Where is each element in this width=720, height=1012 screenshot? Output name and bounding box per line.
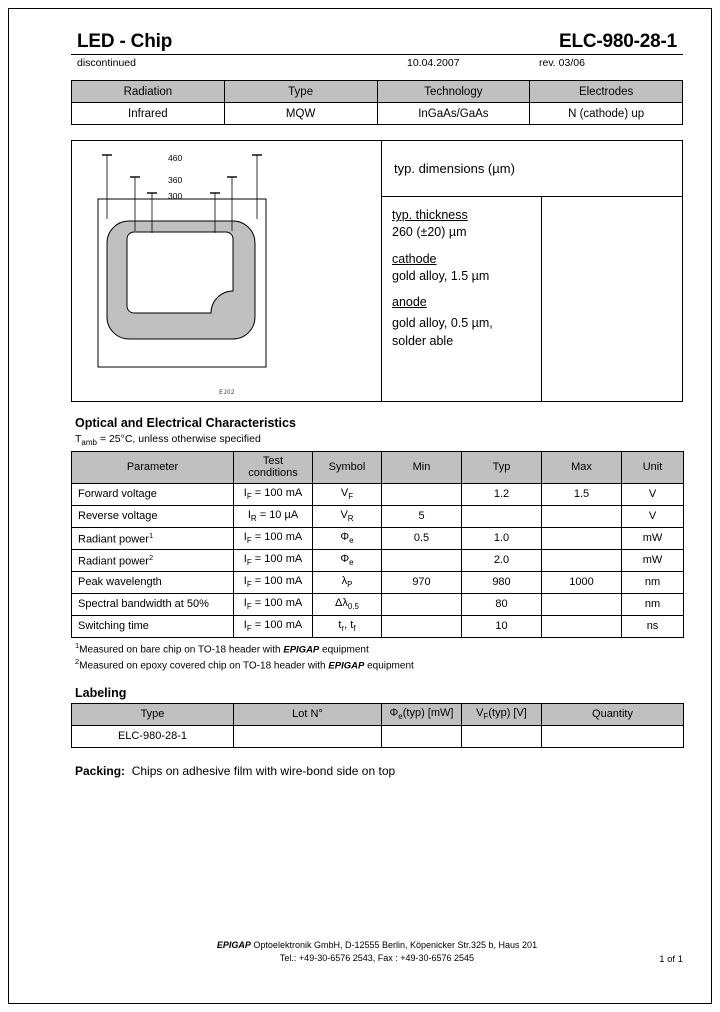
phi-symbol: Φ	[389, 707, 399, 720]
dimensions-info-panel	[382, 141, 682, 401]
parameter-footnote-ref: 1	[148, 530, 154, 540]
cond-subscript: F	[246, 602, 252, 612]
cond-subscript: F	[246, 580, 252, 590]
footnote: $^2$Measured on epoxy covered chip on TO-18 header with EPIGAP equipment	[75, 657, 414, 672]
cathode-label: cathode	[392, 251, 437, 266]
cell-parameter: Spectral bandwidth at 50%	[72, 593, 234, 615]
cell-typ: 80	[462, 593, 542, 615]
note-rest: = 25°C, unless otherwise specified	[96, 433, 261, 445]
cell-min	[382, 483, 462, 505]
col-test-conditions	[234, 452, 313, 484]
cell-unit: V	[622, 505, 684, 527]
cell-symbol: $\Phi_e$	[313, 527, 382, 549]
document-date: 10.04.2007	[407, 57, 460, 69]
table-header-row	[72, 452, 684, 484]
cathode-value: gold alloy, 1.5 µm	[392, 268, 490, 283]
spacer	[392, 285, 541, 294]
dimension-label-460: 460	[168, 153, 183, 163]
cell-radiation: Infrared	[72, 103, 225, 125]
dimensions-block	[71, 140, 683, 402]
cell-parameter: Switching time	[72, 615, 234, 637]
cell-min: 5	[382, 505, 462, 527]
characteristics-body	[72, 483, 684, 637]
col-label-quantity: Quantity	[542, 703, 684, 725]
cell-typ: 980	[462, 571, 542, 593]
cell-test-condition: $I_R = 10$ µA	[234, 505, 313, 527]
cell-unit: mW	[622, 549, 684, 571]
phi-subscript: e	[398, 712, 403, 722]
chip-drawing-panel	[72, 141, 382, 401]
cell-parameter: Forward voltage	[72, 483, 234, 505]
cell-type: MQW	[224, 103, 377, 125]
table-row	[72, 505, 684, 527]
parameter-footnote-ref: 2	[148, 552, 154, 562]
document-page	[8, 8, 712, 1004]
vf-rest: (typ) [V]	[488, 707, 527, 720]
cell-test-condition: $I_F = 100$ mA	[234, 527, 313, 549]
cell-parameter: Radiant power$^1$	[72, 527, 234, 549]
drawing-caption: EJ02	[219, 390, 235, 396]
col-label-lot: Lot N°	[234, 703, 382, 725]
note-tamb: T	[75, 433, 82, 445]
cell-min: 970	[382, 571, 462, 593]
symbol-subscript: e	[349, 536, 354, 546]
material-info-row	[382, 197, 682, 401]
col-label-type: Type	[72, 703, 234, 725]
cell-test-condition: $I_F = 100$ mA	[234, 593, 313, 615]
footnote-marker: 2	[75, 657, 80, 667]
cell-test-condition: $I_F = 100$ mA	[234, 483, 313, 505]
cell-test-condition: $I_F = 100$ mA	[234, 571, 313, 593]
col-symbol: Symbol	[313, 452, 382, 484]
cell-symbol: $\Delta\lambda_{0.5}$	[313, 593, 382, 615]
col-typ: Typ	[462, 452, 542, 484]
cond-subscript: R	[250, 514, 257, 524]
characteristics-note	[75, 433, 683, 447]
anode-label: anode	[392, 295, 427, 309]
cell-typ: 1.0	[462, 527, 542, 549]
footnote-brand: EPIGAP	[328, 660, 365, 672]
cell-min	[382, 549, 462, 571]
symbol2-subscript: f	[353, 624, 356, 634]
cell-typ: 10	[462, 615, 542, 637]
cell-symbol: $\Phi_e$	[313, 549, 382, 571]
header-subrow	[71, 55, 683, 69]
labeling-title: Labeling	[75, 685, 127, 700]
footnote-marker: 1	[75, 640, 80, 650]
cond-subscript: F	[246, 558, 252, 568]
page-content	[71, 31, 683, 778]
col-label-phi	[382, 703, 462, 725]
cell-max	[542, 527, 622, 549]
cell-label-quantity	[542, 725, 684, 747]
cell-max	[542, 593, 622, 615]
packing-label: Packing:	[75, 763, 126, 778]
table-header-row	[72, 703, 684, 725]
table-row	[72, 527, 684, 549]
cond-subscript: F	[246, 492, 252, 502]
table-row	[72, 725, 684, 747]
symbol-subscript: e	[349, 558, 354, 568]
footnotes	[75, 641, 683, 674]
col-test-line1: Test	[262, 455, 284, 468]
anode-value-line1: gold alloy, 0.5 µm,	[392, 316, 493, 331]
empty-info-cell	[542, 197, 682, 401]
col-electrodes: Electrodes	[530, 81, 683, 103]
cell-electrodes: N (cathode) up	[530, 103, 683, 125]
col-parameter: Parameter	[72, 452, 234, 484]
cell-test-condition: $I_F = 100$ mA	[234, 615, 313, 637]
cell-label-lot	[234, 725, 382, 747]
cell-symbol: $V_F$	[313, 483, 382, 505]
chip-drawing	[72, 141, 382, 399]
cell-unit: V	[622, 483, 684, 505]
cell-symbol: $V_R$	[313, 505, 382, 527]
table-row	[72, 593, 684, 615]
cell-max: 1000	[542, 571, 622, 593]
footer-address-line	[71, 939, 683, 952]
col-unit: Unit	[622, 452, 684, 484]
cell-unit: ns	[622, 615, 684, 637]
thickness-value: 260 (±20) µm	[392, 225, 467, 240]
symbol-subscript: R	[347, 514, 354, 524]
header-title-row	[71, 31, 683, 54]
footer-contact-line: Tel.: +49-30-6576 2543, Fax : +49-30-6576 2545	[279, 953, 475, 964]
table-header-row	[72, 81, 683, 103]
symbol-subscript: F	[348, 492, 354, 502]
table-row	[72, 549, 684, 571]
symbol-subscript: r	[341, 624, 345, 634]
cell-max	[542, 615, 622, 637]
packing-value: Chips on adhesive film with wire-bond side on top	[131, 763, 396, 778]
characteristics-table	[71, 451, 684, 638]
cell-min	[382, 593, 462, 615]
note-tamb-sub: amb	[81, 438, 97, 448]
cell-parameter: Peak wavelength	[72, 571, 234, 593]
dimension-label-300: 300	[168, 191, 183, 201]
symbol-subscript: 0.5	[347, 602, 359, 612]
revision-label: rev. 03/06	[539, 57, 585, 69]
col-label-vf	[462, 703, 542, 725]
material-info-cell	[382, 197, 542, 401]
cell-symbol: $\lambda_P$	[313, 571, 382, 593]
cell-unit: nm	[622, 593, 684, 615]
cell-typ: 1.2	[462, 483, 542, 505]
company-address: Optoelektronik GmbH, D-12555 Berlin, Köpenicker Str.325 b, Haus 201	[250, 940, 538, 950]
col-max: Max	[542, 452, 622, 484]
dimensions-heading: typ. dimensions (µm)	[382, 141, 682, 197]
cond-subscript: F	[246, 624, 252, 634]
cell-typ: 2.0	[462, 549, 542, 571]
col-test-line2: conditions	[248, 467, 298, 480]
document-footer	[71, 939, 683, 965]
footnote-brand: EPIGAP	[283, 644, 320, 656]
cell-test-condition: $I_F = 100$ mA	[234, 549, 313, 571]
company-name: EPIGAP	[216, 940, 251, 950]
cell-technology: InGaAs/GaAs	[377, 103, 530, 125]
page-number: 1 of 1	[659, 954, 683, 965]
table-row	[72, 615, 684, 637]
cell-unit: mW	[622, 527, 684, 549]
cell-parameter: Reverse voltage	[72, 505, 234, 527]
part-number: ELC-980-28-1	[559, 31, 677, 52]
cell-parameter: Radiant power$^2$	[72, 549, 234, 571]
cell-typ	[462, 505, 542, 527]
table-row	[72, 571, 684, 593]
page-title: LED - Chip	[77, 31, 173, 52]
spacer	[392, 242, 541, 251]
table-row	[72, 483, 684, 505]
packing-line	[75, 764, 683, 778]
anode-value-line2: solder able	[392, 333, 454, 348]
vf-symbol: V	[476, 707, 484, 720]
table-row	[72, 103, 683, 125]
col-radiation: Radiation	[72, 81, 225, 103]
cell-label-type: ELC-980-28-1	[72, 725, 234, 747]
spec-table	[71, 80, 683, 125]
document-header	[71, 31, 683, 69]
col-type: Type	[224, 81, 377, 103]
cell-max	[542, 549, 622, 571]
vf-subscript: F	[483, 712, 489, 722]
cell-unit: nm	[622, 571, 684, 593]
dimension-label-360: 360	[168, 175, 183, 185]
cond-subscript: F	[246, 536, 252, 546]
thickness-label: typ. thickness	[392, 208, 468, 222]
cell-max	[542, 505, 622, 527]
cell-label-vf	[462, 725, 542, 747]
phi-rest: (typ) [mW]	[402, 707, 454, 720]
col-min: Min	[382, 452, 462, 484]
symbol-subscript: P	[347, 580, 353, 590]
characteristics-title: Optical and Electrical Characteristics	[75, 416, 296, 430]
status-badge: discontinued	[77, 57, 136, 69]
labeling-table	[71, 703, 684, 748]
cell-max: 1.5	[542, 483, 622, 505]
cell-label-phi	[382, 725, 462, 747]
cell-symbol: $t_r$, $t_f$	[313, 615, 382, 637]
col-technology: Technology	[377, 81, 530, 103]
cell-min: 0.5	[382, 527, 462, 549]
footnote: $^1$Measured on bare chip on TO-18 header with EPIGAP equipment	[75, 640, 369, 656]
cell-min	[382, 615, 462, 637]
